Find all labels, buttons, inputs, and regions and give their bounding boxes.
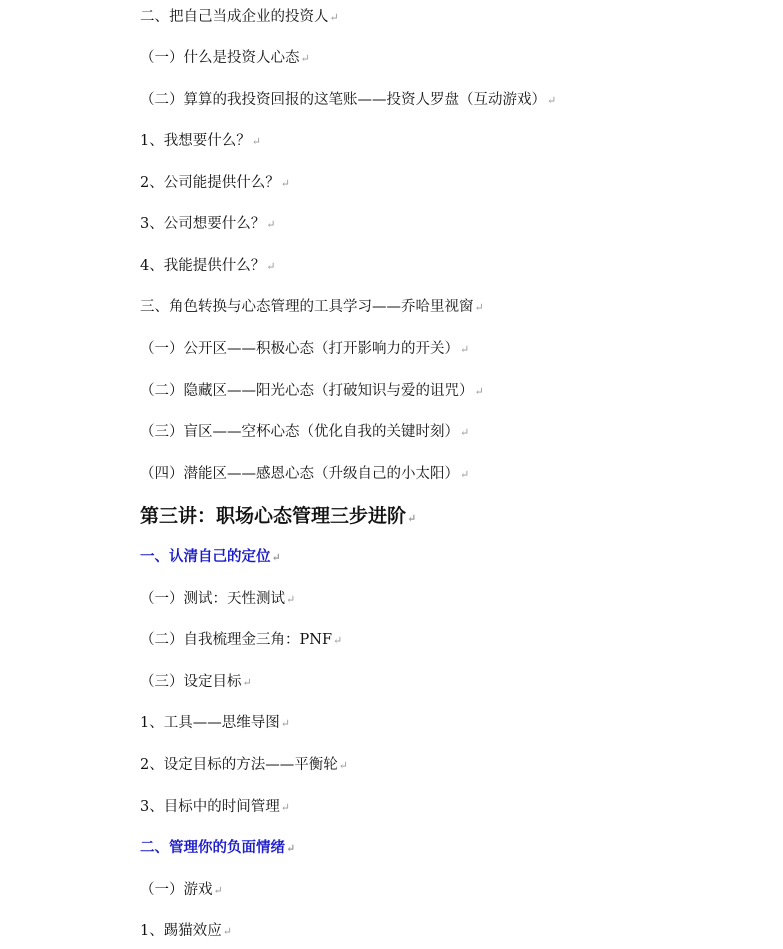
paragraph-mark-icon: ↵ xyxy=(280,717,290,730)
paragraph-mark-icon: ↵ xyxy=(213,884,223,897)
paragraph-mark-icon: ↵ xyxy=(474,385,484,398)
section-heading-text: 一、认清自己的定位 xyxy=(140,548,271,565)
paragraph-mark-icon: ↵ xyxy=(222,925,232,938)
line-text: （一）测试：天性测试 xyxy=(140,591,285,607)
paragraph-mark-icon: ↵ xyxy=(251,135,261,148)
document-line xyxy=(140,212,275,236)
line-text: （四）潜能区——感恩心态（升级自己的小太阳） xyxy=(140,466,459,482)
line-text: （二）自我梳理金三角：PNF xyxy=(140,632,333,648)
line-text: （三）设定目标 xyxy=(140,674,242,690)
document-line xyxy=(140,129,261,153)
document-line xyxy=(140,795,290,819)
line-text: （三）盲区——空杯心态（优化自我的关键时刻） xyxy=(140,424,459,440)
line-text: （一）公开区——积极心态（打开影响力的开关） xyxy=(140,341,459,357)
paragraph-mark-icon: ↵ xyxy=(280,177,290,190)
paragraph-mark-icon: ↵ xyxy=(286,593,296,606)
section-heading xyxy=(140,836,295,860)
document-line xyxy=(140,379,484,403)
document-line xyxy=(140,46,310,70)
paragraph-mark-icon: ↵ xyxy=(286,842,296,855)
document-line xyxy=(140,295,484,319)
paragraph-mark-icon: ↵ xyxy=(242,676,252,689)
paragraph-mark-icon: ↵ xyxy=(474,301,484,314)
line-text: 2、设定目标的方法——平衡轮 xyxy=(140,757,338,773)
paragraph-mark-icon: ↵ xyxy=(460,468,470,481)
document-line xyxy=(140,462,469,486)
line-text: 三、角色转换与心态管理的工具学习——乔哈里视窗 xyxy=(140,299,474,315)
line-text: （二）算算的我投资回报的这笔账——投资人罗盘（互动游戏） xyxy=(140,92,546,108)
lecture-heading xyxy=(140,502,416,530)
section-heading-text: 二、管理你的负面情绪 xyxy=(140,839,285,856)
document-line xyxy=(140,919,232,943)
document-line xyxy=(140,753,348,777)
line-text: 3、公司想要什么？ xyxy=(140,216,266,232)
paragraph-mark-icon: ↵ xyxy=(338,759,348,772)
line-text: 2、公司能提供什么？ xyxy=(140,175,280,191)
document-line xyxy=(140,420,469,444)
paragraph-mark-icon: ↵ xyxy=(460,426,470,439)
line-text: （二）隐藏区——阳光心态（打破知识与爱的诅咒） xyxy=(140,383,474,399)
line-text: 1、踢猫效应 xyxy=(140,923,222,939)
line-text: （一）游戏 xyxy=(140,882,213,898)
paragraph-mark-icon: ↵ xyxy=(460,343,470,356)
document-line xyxy=(140,88,556,112)
document-line xyxy=(140,171,290,195)
paragraph-mark-icon: ↵ xyxy=(333,634,343,647)
paragraph-mark-icon: ↵ xyxy=(547,94,557,107)
paragraph-mark-icon: ↵ xyxy=(266,218,276,231)
paragraph-mark-icon: ↵ xyxy=(271,551,281,564)
document-line xyxy=(140,587,295,611)
paragraph-mark-icon: ↵ xyxy=(329,11,339,24)
paragraph-mark-icon: ↵ xyxy=(407,512,417,525)
section-heading xyxy=(140,545,281,569)
line-text: （一）什么是投资人心态 xyxy=(140,50,300,66)
paragraph-mark-icon: ↵ xyxy=(280,801,290,814)
paragraph-mark-icon: ↵ xyxy=(300,52,310,65)
document-line xyxy=(140,670,252,694)
document-line xyxy=(140,254,275,278)
document-line xyxy=(140,628,342,652)
line-text: 1、工具——思维导图 xyxy=(140,715,280,731)
document-line xyxy=(140,5,339,29)
paragraph-mark-icon: ↵ xyxy=(266,260,276,273)
document-line xyxy=(140,337,469,361)
line-text: 3、目标中的时间管理 xyxy=(140,799,280,815)
document-line xyxy=(140,711,290,735)
line-text: 1、我想要什么？ xyxy=(140,133,251,149)
line-text: 4、我能提供什么？ xyxy=(140,258,266,274)
heading-text: 第三讲：职场心态管理三步进阶 xyxy=(140,505,407,527)
document-line xyxy=(140,878,223,902)
line-text: 二、把自己当成企业的投资人 xyxy=(140,9,329,25)
